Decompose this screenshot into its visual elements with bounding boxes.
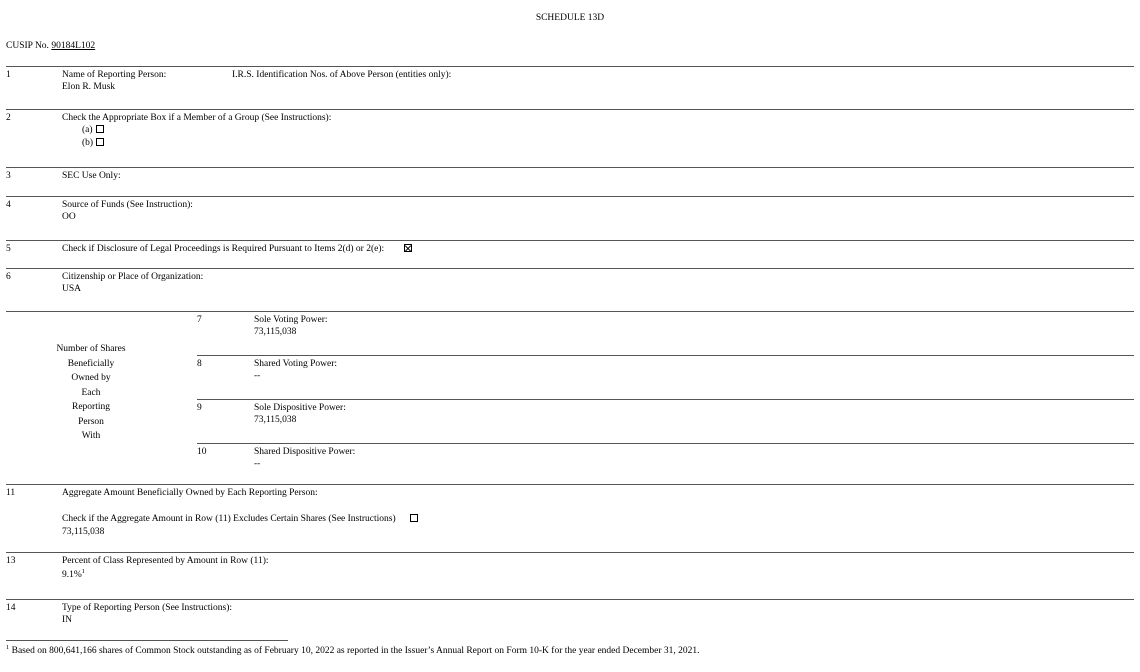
group-option-a [62, 124, 1134, 136]
excludes-certain-shares-line [62, 513, 1134, 525]
row-number: 9 [197, 403, 202, 413]
shares-label-line: Each [81, 387, 101, 398]
footnote-divider [6, 640, 288, 641]
cusip-line [6, 40, 95, 52]
sole-voting-power-label: Sole Voting Power: [254, 315, 328, 325]
row-1-body [62, 69, 1134, 94]
row-number: 6 [6, 272, 11, 282]
row-11 [6, 484, 1134, 553]
row-number: 3 [6, 171, 11, 181]
shares-label-line: Beneficially [67, 358, 115, 369]
excludes-certain-shares-label: Check if the Aggregate Amount in Row (11) Excludes Certain Shares (See Instructions) [62, 514, 396, 525]
footnote-text: Based on 800,641,166 shares of Common Stock outstanding as of February 10, 2022 as reported in the Issuer’s Annual Report on Form 10-K for the year ended December 31, 2021. [9, 646, 700, 656]
citizenship-label: Citizenship or Place of Organization: [62, 272, 204, 282]
legal-proceedings-checkbox[interactable] [404, 244, 412, 252]
row-9-body [254, 402, 346, 427]
source-of-funds-value: OO [62, 212, 76, 223]
sole-dispositive-power-value: 73,115,038 [254, 415, 297, 426]
row-3 [6, 167, 1134, 197]
row-7 [197, 312, 1134, 355]
option-b-label: (b) [82, 137, 94, 148]
row-9 [197, 399, 1134, 443]
row-10-body [254, 446, 355, 471]
row-number: 1 [6, 70, 11, 80]
row-number: 14 [6, 603, 16, 613]
row-14-body [62, 602, 1134, 627]
row-8 [197, 355, 1134, 399]
percent-of-class-line [62, 569, 1134, 581]
row-4 [6, 196, 1134, 240]
row-13-body [62, 555, 1134, 582]
footnote [6, 645, 700, 657]
row-6 [6, 268, 1134, 312]
row-7-body [254, 314, 328, 339]
legal-proceedings-line [62, 243, 1134, 255]
citizenship-value: USA [62, 284, 82, 295]
checkbox-a[interactable] [96, 125, 104, 133]
sole-voting-power-value: 73,115,038 [254, 327, 297, 338]
row-number: 2 [6, 113, 11, 123]
shares-label-line: Owned by [71, 373, 111, 383]
sole-dispositive-power-label: Sole Dispositive Power: [254, 403, 346, 413]
row-8-body [254, 358, 337, 383]
shares-label-line: With [81, 431, 101, 441]
group-member-check-label: Check the Appropriate Box if a Member of a Group (See Instructions): [62, 113, 332, 123]
row-2 [6, 109, 1134, 167]
shares-block [6, 311, 1134, 485]
legal-proceedings-label: Check if Disclosure of Legal Proceedings is Required Pursuant to Items 2(d) or 2(e): [62, 244, 385, 254]
aggregate-amount-value: 73,115,038 [62, 526, 105, 537]
row-5-body [62, 243, 1134, 255]
row-6-body [62, 271, 1134, 296]
shared-dispositive-power-label: Shared Dispositive Power: [254, 447, 356, 457]
row-13 [6, 552, 1134, 599]
row-number: 5 [6, 244, 11, 254]
shares-label-line: Number of Shares [56, 344, 126, 354]
shares-label-line: Reporting [72, 402, 110, 412]
source-of-funds-label: Source of Funds (See Instruction): [62, 200, 193, 210]
cusip-number: 90184L102 [51, 41, 96, 51]
row-5 [6, 240, 1134, 269]
type-of-reporting-person-label: Type of Reporting Person (See Instructions): [62, 603, 233, 613]
excludes-certain-shares-checkbox[interactable] [410, 514, 418, 522]
percent-of-class-value: 9.1% [62, 570, 82, 581]
shares-label-line: Person [78, 416, 104, 427]
row-11-body [62, 487, 1134, 538]
reporting-person-name: Elon R. Musk [62, 82, 116, 93]
percent-of-class-label: Percent of Class Represented by Amount in Row (11): [62, 556, 269, 566]
document-title: SCHEDULE 13D [535, 13, 605, 23]
row-number: 8 [197, 359, 202, 369]
shared-voting-power-label: Shared Voting Power: [254, 359, 338, 369]
group-option-b [62, 137, 1134, 149]
row-number: 4 [6, 200, 11, 210]
row-number: 7 [197, 315, 202, 325]
aggregate-amount-label: Aggregate Amount Beneficially Owned by Each Reporting Person: [62, 488, 318, 498]
row-10 [197, 443, 1134, 486]
cusip-label: CUSIP No. [6, 41, 49, 51]
row-number: 13 [6, 556, 16, 566]
shared-dispositive-power-value: -- [254, 459, 261, 470]
footnote-reference[interactable]: 1 [81, 568, 86, 576]
checkbox-b[interactable] [96, 138, 104, 146]
row-4-body [62, 199, 1134, 224]
sec-use-only-label: SEC Use Only: [62, 171, 121, 181]
shared-voting-power-value: -- [254, 371, 261, 382]
row-14 [6, 599, 1134, 636]
number-of-shares-label [6, 342, 176, 444]
footnote-marker: 1 [6, 643, 10, 651]
type-of-reporting-person-value: IN [62, 615, 73, 626]
row-1 [6, 66, 1134, 109]
row-number: 10 [197, 447, 207, 457]
row-2-body [62, 112, 1134, 149]
name-of-reporting-person-label: Name of Reporting Person: [62, 70, 167, 80]
option-a-label: (a) [82, 125, 93, 136]
irs-identification-label: I.R.S. Identification Nos. of Above Person (entities only): [232, 70, 452, 80]
row-3-body [62, 170, 1134, 182]
row-number: 11 [6, 488, 16, 498]
